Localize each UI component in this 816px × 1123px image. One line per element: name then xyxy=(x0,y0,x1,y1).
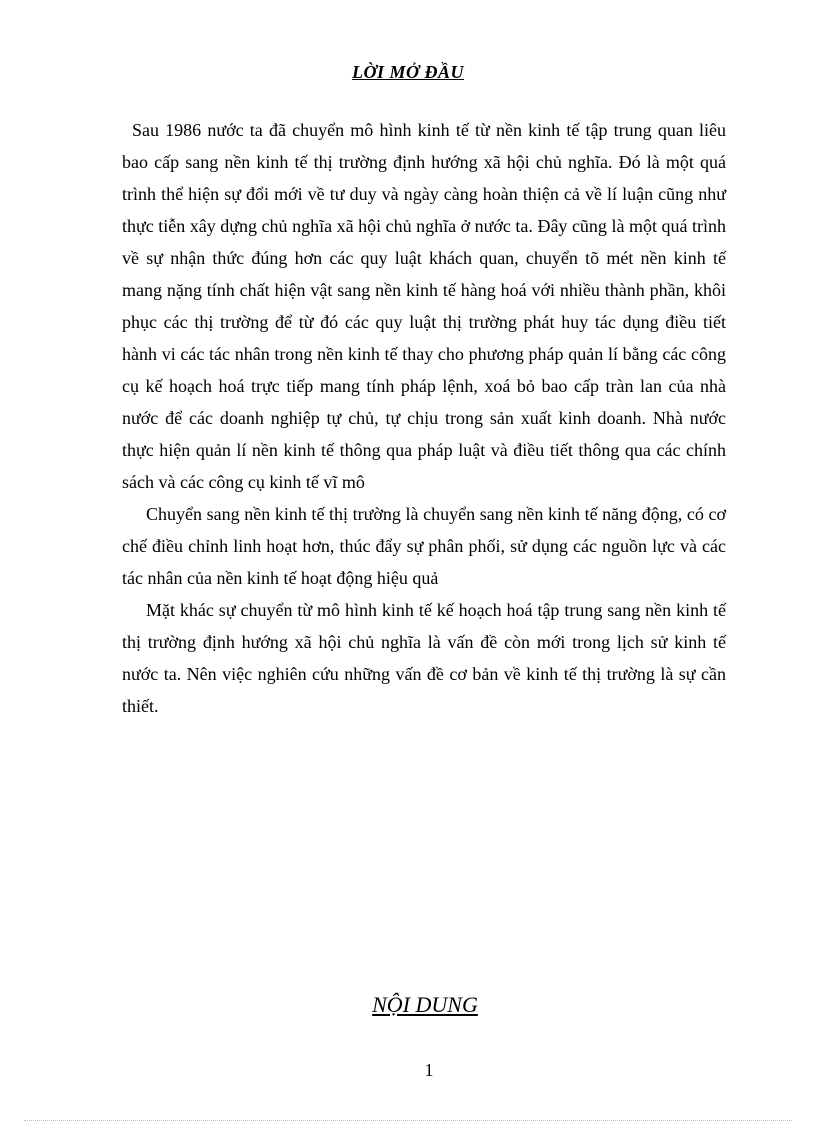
page-bottom-border xyxy=(24,1120,792,1121)
paragraph-2: Chuyển sang nền kinh tế thị trường là chuyển sang nền kinh tế năng động, có cơ chế điều chỉnh linh hoạt hơn, thúc đẩy sự phân phối, sử dụng các nguồn lực và các tác nhân của nền kinh tế hoạt động hiệu quả xyxy=(122,504,726,588)
section-heading: NỘI DUNG xyxy=(372,992,478,1017)
paragraph-1: Sau 1986 nước ta đã chuyển mô hình kinh tế từ nền kinh tế tập trung quan liêu bao cấp sang nền kinh tế thị trường định hướng xã hội chủ nghĩa. Đó là một quá trình thể hiện sự đổi mới về tư duy và ngày càng hoàn thiện cả về lí luận cũng như thực tiễn xây dựng chủ nghĩa xã hội chủ nghĩa ở nước ta. Đây cũng là một quá trình về sự nhận thức đúng hơn các quy luật khách quan, chuyển tõ mét nền kinh tế mang nặng tính chất hiện vật sang nền kinh tế hàng hoá với nhiều thành phần, khôi phục các thị trường để từ đó các quy luật thị trường phát huy tác dụng điều tiết hành vi các tác nhân trong nền kinh tế thay cho phương pháp quản lí bằng các công cụ kế hoạch hoá trực tiếp mang tính pháp lệnh, xoá bỏ bao cấp tràn lan của nhà nước để các doanh nghiệp tự chủ, tự chịu trong sản xuất kinh doanh. Nhà nước thực hiện quản lí nền kinh tế thông qua pháp luật và điều tiết thông qua các chính sách và các công cụ kinh tế vĩ mô xyxy=(122,120,726,492)
document-body xyxy=(122,114,726,722)
paragraph-3: Mặt khác sự chuyển từ mô hình kinh tế kế hoạch hoá tập trung sang nền kinh tế thị trường định hướng xã hội chủ nghĩa là vấn đề còn mới trong lịch sử kinh tế nước ta. Nên việc nghiên cứu những vấn đề cơ bản về kinh tế thị trường là sự cần thiết. xyxy=(122,600,726,716)
document-title: LỜI MỞ ĐẦU xyxy=(351,62,464,82)
page-number: 1 xyxy=(424,1060,434,1080)
